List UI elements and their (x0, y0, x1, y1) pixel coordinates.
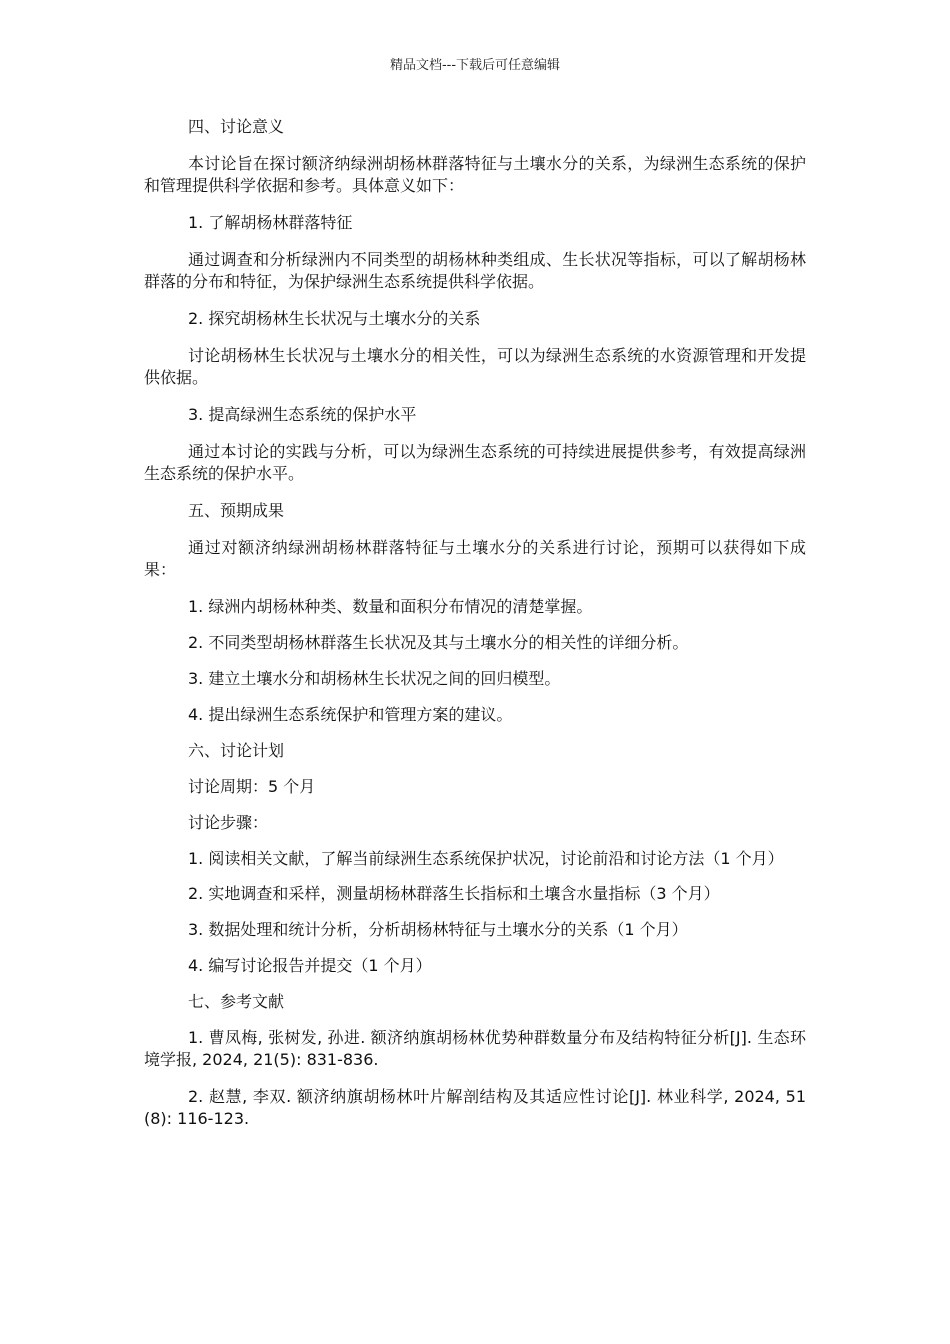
significance-item-2-body: 讨论胡杨林生长状况与土壤水分的相关性，可以为绿洲生态系统的水资源管理和开发提供依据。 (144, 346, 806, 387)
reference-item-1: 1. 曹凤梅, 张树发, 孙进. 额济纳旗胡杨林优势种群数量分布及结构特征分析[J]. 生态环境学报, 2024, 21(5): 831-836. (144, 1028, 806, 1069)
document-body (144, 116, 806, 1130)
section-heading-references: 七、参考文献 (188, 992, 285, 1011)
outcome-item-1: 1. 绿洲内胡杨林种类、数量和面积分布情况的清楚掌握。 (188, 597, 593, 616)
outcome-item-3: 3. 建立土壤水分和胡杨林生长状况之间的回归模型。 (188, 669, 561, 688)
plan-step-4: 4. 编写讨论报告并提交（1 个月） (188, 956, 432, 975)
outcomes-intro: 通过对额济纳绿洲胡杨林群落特征与土壤水分的关系进行讨论，预期可以获得如下成果： (144, 538, 806, 579)
plan-step-3: 3. 数据处理和统计分析，分析胡杨林特征与土壤水分的关系（1 个月） (188, 920, 688, 939)
page-header: 精品文档---下载后可任意编辑 (389, 58, 561, 73)
plan-period: 讨论周期：5 个月 (188, 777, 316, 796)
section-heading-significance: 四、讨论意义 (188, 117, 285, 136)
significance-item-1-body: 通过调查和分析绿洲内不同类型的胡杨林种类组成、生长状况等指标，可以了解胡杨林群落的分布和特征，为保护绿洲生态系统提供科学依据。 (144, 250, 806, 291)
section-heading-plan: 六、讨论计划 (188, 741, 285, 760)
outcome-item-2: 2. 不同类型胡杨林群落生长状况及其与土壤水分的相关性的详细分析。 (188, 633, 689, 652)
significance-item-3-body: 通过本讨论的实践与分析，可以为绿洲生态系统的可持续进展提供参考，有效提高绿洲生态系统的保护水平。 (144, 442, 806, 483)
significance-item-3: 3. 提高绿洲生态系统的保护水平 (188, 405, 417, 424)
section-heading-outcomes: 五、预期成果 (188, 501, 285, 520)
plan-step-2: 2. 实地调查和采样，测量胡杨林群落生长指标和土壤含水量指标（3 个月） (188, 884, 720, 903)
outcome-item-4: 4. 提出绿洲生态系统保护和管理方案的建议。 (188, 705, 513, 724)
significance-intro: 本讨论旨在探讨额济纳绿洲胡杨林群落特征与土壤水分的关系，为绿洲生态系统的保护和管理提供科学依据和参考。具体意义如下： (144, 154, 806, 195)
reference-item-2: 2. 赵慧, 李双. 额济纳旗胡杨林叶片解剖结构及其适应性讨论[J]. 林业科学, 2024, 51(8): 116-123. (144, 1087, 806, 1128)
significance-item-1: 1. 了解胡杨林群落特征 (188, 213, 353, 232)
plan-steps-label: 讨论步骤： (188, 813, 269, 832)
significance-item-2: 2. 探究胡杨林生长状况与土壤水分的关系 (188, 309, 481, 328)
plan-step-1: 1. 阅读相关文献，了解当前绿洲生态系统保护状况，讨论前沿和讨论方法（1 个月） (188, 849, 784, 868)
